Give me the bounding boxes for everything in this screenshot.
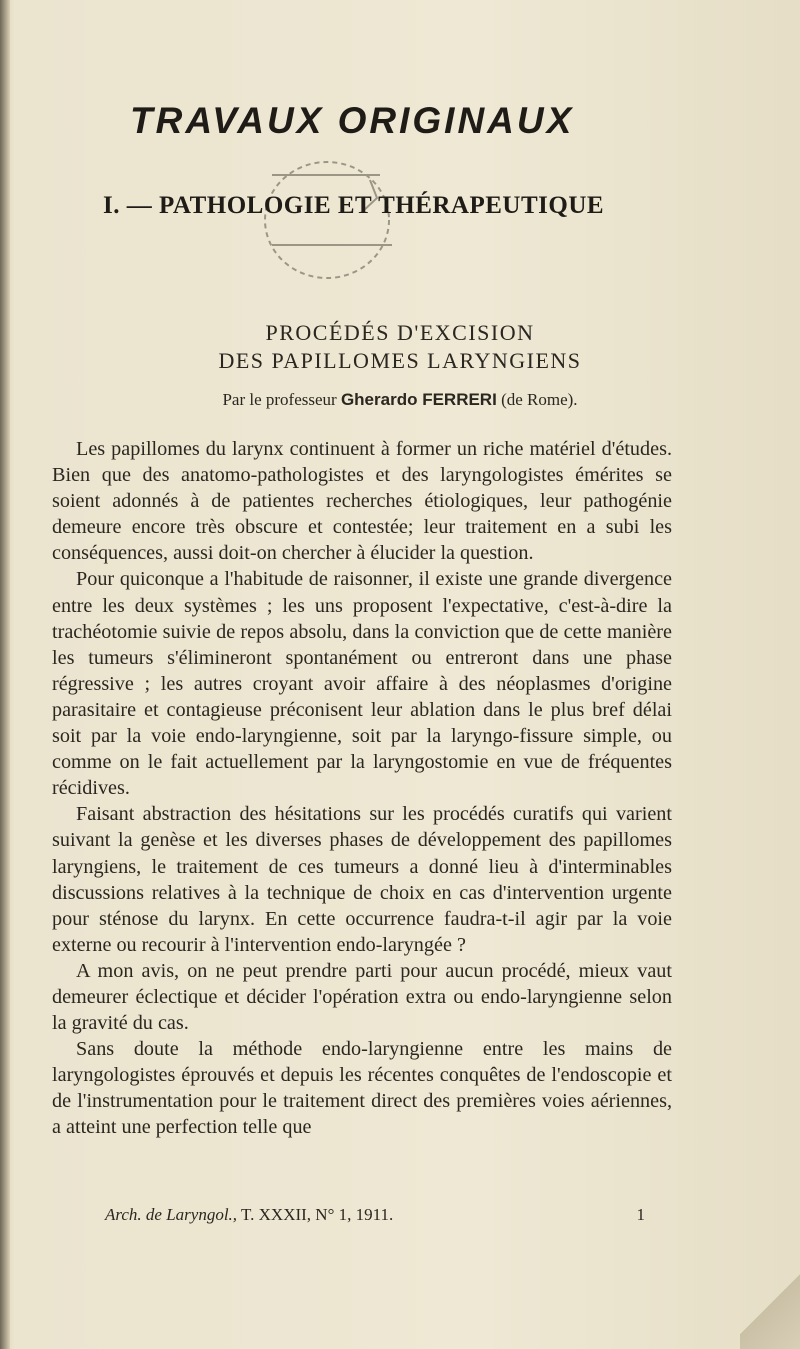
page-footer [105, 1205, 645, 1225]
section-heading: TRAVAUX ORIGINAUX [130, 100, 575, 141]
library-stamp [252, 150, 402, 290]
paragraph: A mon avis, on ne peut prendre parti pour aucun procédé, mieux vaut demeurer éclectique et décider l'opération extra ou endo-laryngienne selon la gravité du cas. [52, 959, 672, 1035]
paragraph: Faisant abstraction des hésitations sur les procédés curatifs qui varient suivant la genèse et les diverses phases de développement des papillomes laryngiens, le traitement de ces tumeurs a donné lieu à d'interminables discussions relatives à la technique de choix en cas d'intervention urgente pour sténose du larynx. En cette occurrence faudra-t-il agir par la voie externe ou recourir à l'intervention endo-laryngée ? [52, 803, 672, 956]
byline-suffix: (de Rome). [501, 390, 578, 409]
byline [0, 390, 800, 410]
article-body [52, 436, 672, 1141]
page-number: 1 [636, 1205, 645, 1224]
paragraph: Pour quiconque a l'habitude de raisonner, il existe une grande divergence entre les deux systèmes ; les uns proposent l'expectative, c'est-à-dire la trachéotomie suivie de repos absolu, dans la conviction que de cette manière les tumeurs s'élimineront spontanément ou entreront dans une phase régressive ; les autres croyant avoir affaire à des néoplasmes d'origine parasitaire et contagieuse préconisent leur ablation dans le plus bref délai soit par la voie endo-laryngienne, soit par la laryngo-fissure simple, ou comme on le fait actuellement par la laryngostomie en vue de fréquentes récidives. [52, 568, 672, 800]
author-name: Gherardo FERRERI [340, 390, 497, 409]
article-title-line-1: PROCÉDÉS D'EXCISION [265, 320, 535, 345]
byline-prefix: Par le professeur [222, 390, 337, 409]
page-spine-shadow [0, 0, 10, 1349]
journal-name: Arch. de Laryngol., [105, 1205, 238, 1224]
paragraph: Sans doute la méthode endo-laryngienne entre les mains de laryngologistes éprouvés et depuis les récentes conquêtes de l'endoscopie et de l'instrumentation pour le traitement direct des premières voies aériennes, a atteint une perfection telle que [52, 1038, 672, 1139]
subsection-heading: I. — PATHOLOGIE ET THÉRAPEUTIQUE [103, 192, 605, 219]
journal-volume: T. XXXII, N° 1, 1911. [241, 1205, 394, 1224]
page-corner-fold [740, 1259, 800, 1349]
paragraph: Les papillomes du larynx continuent à former un riche matériel d'études. Bien que des anatomo-pathologistes et des laryngologistes émérites se soient adonnés à de patientes recherches étiologiques, leur pathogénie demeure encore très obscure et contestée; leur traitement en a subi les conséquences, aussi doit-on chercher à élucider la question. [52, 438, 672, 565]
article-title-line-2: DES PAPILLOMES LARYNGIENS [218, 348, 582, 373]
